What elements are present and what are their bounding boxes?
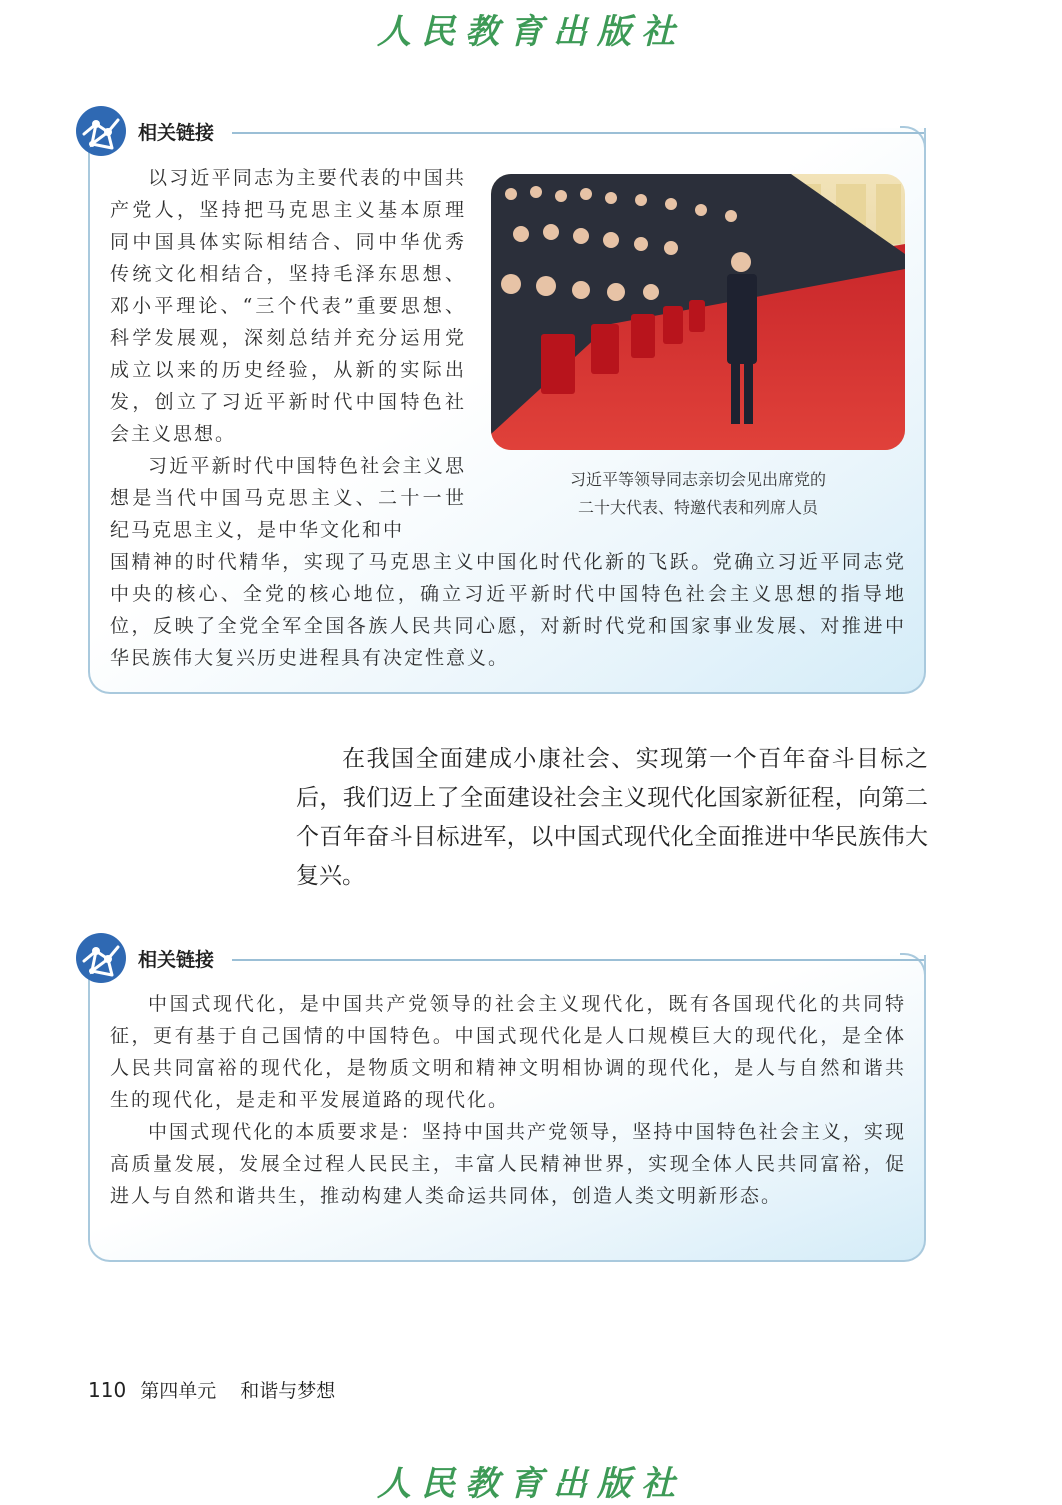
related-link-1-para-2-cont: 国精神的时代精华，实现了马克思主义中国化时代化新的飞跃。党确立习近平同志党中央的核心、全党的核心地位，确立习近平新时代中国特色社会主义思想的指导地位，反映了全党全军全国各族人民共同心愿，对新时代党和国家事业发展、对推进中华民族伟大复兴历史进程具有决定性意义。	[110, 551, 906, 669]
related-link-1-para-2-start: 习近平新时代中国特色社会主义思想是当代中国马克思主义、二十一世纪马克思主义，是中华文化和中	[110, 455, 466, 541]
main-body-paragraph	[296, 740, 928, 896]
related-link-label: 相关链接	[138, 122, 215, 144]
publisher-watermark-bottom: 人民教育出版社	[377, 1464, 685, 1504]
header-rule	[232, 959, 924, 961]
related-link-1-text-top	[110, 162, 466, 546]
congress-meeting-photo	[491, 174, 905, 450]
network-globe-icon	[74, 931, 128, 985]
photo-caption	[491, 466, 905, 522]
related-link-1-text-bottom	[110, 546, 906, 674]
related-link-label: 相关链接	[138, 949, 215, 971]
related-link-2-text	[110, 988, 906, 1212]
publisher-watermark-top: 人民教育出版社	[377, 12, 685, 52]
photo-caption-line-1: 习近平等领导同志亲切会见出席党的	[569, 470, 826, 489]
main-text: 在我国全面建成小康社会、实现第一个百年奋斗目标之后，我们迈上了全面建设社会主义现代化国家新征程，向第二个百年奋斗目标进军，以中国式现代化全面推进中华民族伟大复兴。	[296, 746, 928, 889]
related-link-1-para-1: 以习近平同志为主要代表的中国共产党人，坚持把马克思主义基本原理同中国具体实际相结合、同中华优秀传统文化相结合，坚持毛泽东思想、邓小平理论、“三个代表”重要思想、科学发展观，深刻总结并充分运用党成立以来的历史经验，从新的实际出发，创立了习近平新时代中国特色社会主义思想。	[110, 167, 466, 445]
page-number: 110	[88, 1378, 127, 1402]
related-link-2-para-1: 中国式现代化，是中国共产党领导的社会主义现代化，既有各国现代化的共同特征，更有基于自己国情的中国特色。中国式现代化是人口规模巨大的现代化，是全体人民共同富裕的现代化，是物质文明和精神文明相协调的现代化，是人与自然和谐共生的现代化，是走和平发展道路的现代化。	[110, 993, 906, 1111]
network-globe-icon	[74, 104, 128, 158]
header-rule	[232, 132, 924, 134]
unit-name: 第四单元	[140, 1380, 217, 1402]
related-link-2-para-2: 中国式现代化的本质要求是：坚持中国共产党领导，坚持中国特色社会主义，实现高质量发展，发展全过程人民民主，丰富人民精神世界，实现全体人民共同富裕，促进人与自然和谐共生，推动构建人类命运共同体，创造人类文明新形态。	[110, 1121, 906, 1207]
page-footer	[88, 1376, 335, 1403]
photo-caption-line-2: 二十大代表、特邀代表和列席人员	[577, 498, 818, 517]
unit-title: 和谐与梦想	[240, 1380, 336, 1402]
